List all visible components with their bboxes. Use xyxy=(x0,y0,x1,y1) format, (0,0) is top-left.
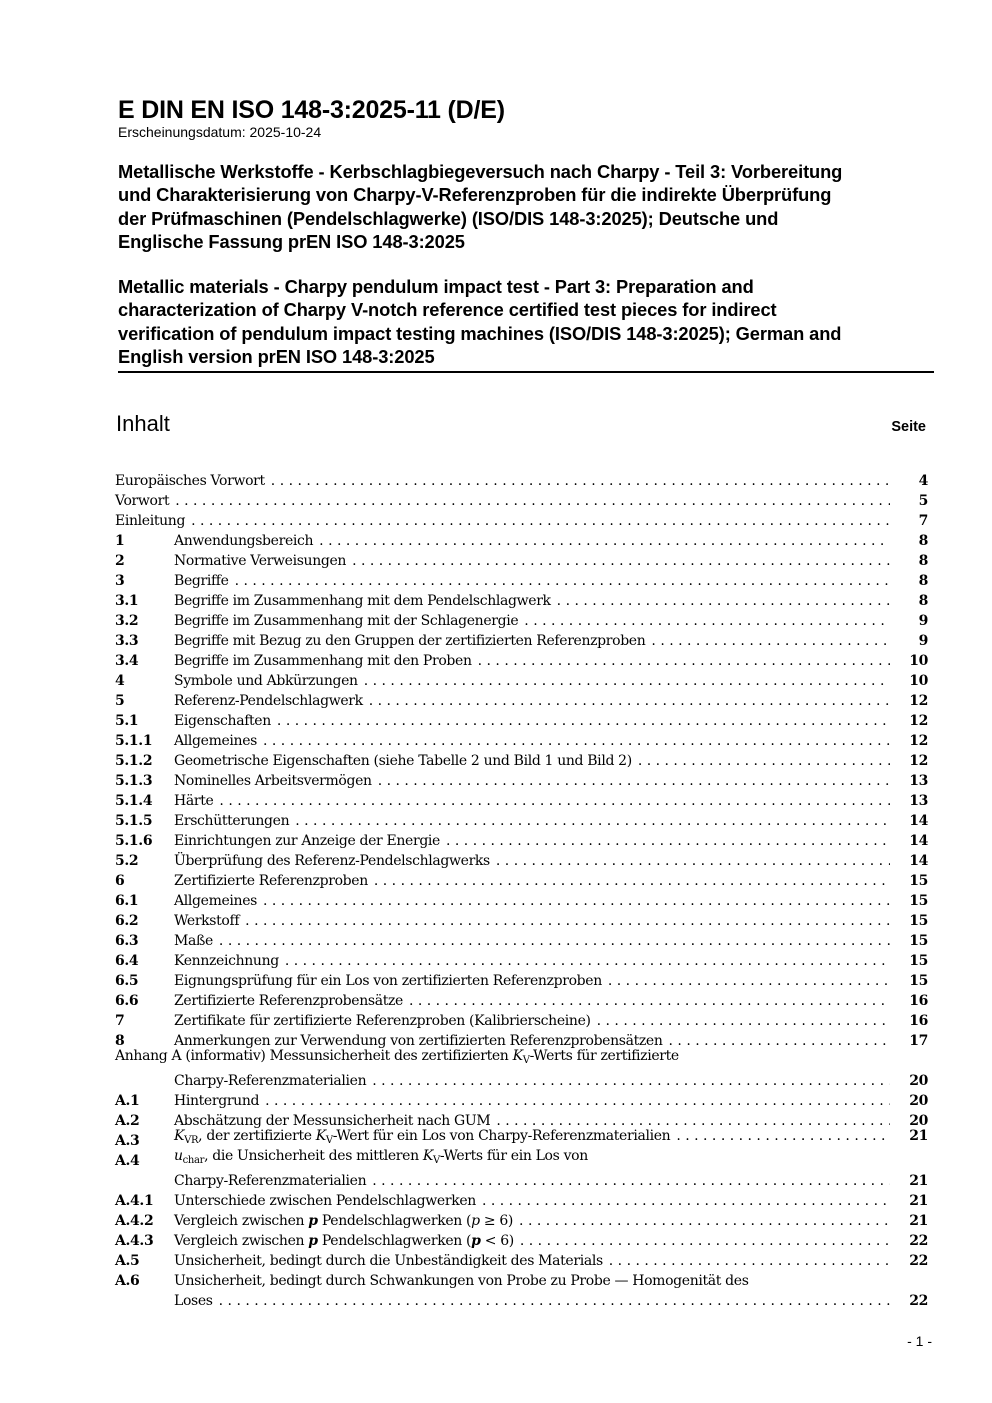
toc-entry-page: 15 xyxy=(909,873,928,889)
toc-entry-title: Hintergrund xyxy=(174,1093,260,1109)
toc-entry-page: 15 xyxy=(909,893,928,909)
toc-entry[interactable] xyxy=(115,791,928,811)
toc-entry-title: $K_{VR}$, der zertifizierte $K_V$-Wert für ein Los von Charpy-Referenzmaterialien xyxy=(174,1128,671,1146)
toc-entry-title: Einleitung xyxy=(115,513,186,529)
toc-entry-number: 5.1.5 xyxy=(115,813,153,829)
toc-dot-leader xyxy=(265,1091,890,1111)
toc-dot-leader xyxy=(372,1171,890,1191)
toc-entry-number: A.4.2 xyxy=(115,1213,154,1229)
toc-entry-title: Begriffe xyxy=(174,573,229,589)
toc-entry[interactable] xyxy=(115,951,928,971)
title-english-line: verification of pendulum impact testing machines (ISO/DIS 148-3:2025); German and xyxy=(118,322,842,344)
toc-dot-leader xyxy=(478,651,890,671)
publication-date: Erscheinungsdatum: 2025-10-24 xyxy=(118,124,322,140)
toc-entry-page: 12 xyxy=(909,733,928,749)
toc-dot-leader xyxy=(219,931,890,951)
toc-entry-a4[interactable] xyxy=(115,1148,928,1191)
toc-entry-page: 8 xyxy=(918,533,928,549)
toc-entry[interactable] xyxy=(115,531,928,551)
toc-dot-leader xyxy=(524,611,890,631)
toc-entry-page: 10 xyxy=(909,653,928,669)
toc-entry-title: Symbole und Abkürzungen xyxy=(174,673,358,689)
document-number: E DIN EN ISO 148-3:2025-11 (D/E) xyxy=(118,96,505,124)
toc-entry-title: Charpy-Referenzmaterialien xyxy=(174,1173,367,1189)
toc-dot-leader xyxy=(597,1011,890,1031)
toc-entry-title: Begriffe im Zusammenhang mit den Proben xyxy=(174,653,472,669)
toc-entry[interactable] xyxy=(115,871,928,891)
toc-entry[interactable] xyxy=(115,471,928,491)
toc-dot-leader xyxy=(446,831,890,851)
toc-entry[interactable] xyxy=(115,691,928,711)
toc-entry-number: A.4 xyxy=(115,1153,140,1169)
toc-entry-title: Vergleich zwischen p Pendelschlagwerken (p ≥ 6) xyxy=(174,1213,514,1229)
title-english xyxy=(118,275,933,368)
toc-entry[interactable] xyxy=(115,671,928,691)
toc-entry[interactable] xyxy=(115,811,928,831)
toc-entry-number: A.3 xyxy=(115,1133,140,1149)
toc-entry[interactable] xyxy=(115,611,928,631)
toc-entry[interactable] xyxy=(115,551,928,571)
toc-entry-title: Eignungsprüfung für ein Los von zertifizierten Referenzproben xyxy=(174,973,602,989)
toc-entry-page: 21 xyxy=(909,1193,928,1209)
toc-entry-page: 8 xyxy=(918,593,928,609)
toc-entry-number: 6.5 xyxy=(115,973,139,989)
toc-entry-page: 22 xyxy=(909,1253,928,1269)
toc-entry-page: 21 xyxy=(909,1128,928,1144)
toc-dot-leader xyxy=(319,531,890,551)
toc-entry-title: Europäisches Vorwort xyxy=(115,473,265,489)
toc-dot-leader xyxy=(609,1251,890,1271)
toc-entry-a1[interactable] xyxy=(115,1091,928,1111)
toc-entry-page: 7 xyxy=(918,513,928,529)
toc-entry-number: 5.1.4 xyxy=(115,793,153,809)
toc-entry-number: A.1 xyxy=(115,1093,140,1109)
toc-entry-number: 3.3 xyxy=(115,633,139,649)
toc-entry-page: 15 xyxy=(909,953,928,969)
toc-entry-number: 8 xyxy=(115,1033,125,1049)
toc-entry-number: 3.2 xyxy=(115,613,139,629)
toc-entry-number: A.4.1 xyxy=(115,1193,154,1209)
toc-entry-title: Unsicherheit, bedingt durch die Unbeständigkeit des Materials xyxy=(174,1253,603,1269)
toc-entry-page: 9 xyxy=(918,633,928,649)
toc-entry-title-line: $u_{char}$, die Unsicherheit des mittleren $K_V$-Werts für ein Los von xyxy=(174,1148,588,1166)
toc-entry-number: A.4.3 xyxy=(115,1233,154,1249)
toc-dot-leader xyxy=(496,851,890,871)
toc-dot-leader xyxy=(557,591,890,611)
toc-entry[interactable] xyxy=(115,971,928,991)
document-header xyxy=(118,96,933,368)
toc-entry-title: Begriffe im Zusammenhang mit dem Pendelschlagwerk xyxy=(174,593,551,609)
toc-dot-leader xyxy=(175,491,890,511)
toc-entry-page: 22 xyxy=(909,1233,928,1249)
toc-dot-leader xyxy=(374,871,890,891)
toc-entry[interactable] xyxy=(115,931,928,951)
toc-entry-title: Charpy-Referenzmaterialien xyxy=(174,1073,367,1089)
toc-entry-page: 10 xyxy=(909,673,928,689)
toc-dot-leader xyxy=(638,751,890,771)
toc-entry-page: 15 xyxy=(909,913,928,929)
toc-dot-leader xyxy=(352,551,890,571)
page-number: - 1 - xyxy=(907,1333,932,1349)
toc-entry[interactable] xyxy=(115,891,928,911)
toc-entry[interactable] xyxy=(115,631,928,651)
toc-dot-leader xyxy=(245,911,890,931)
toc-dot-leader xyxy=(295,811,890,831)
toc-dot-leader xyxy=(520,1231,890,1251)
title-english-line: characterization of Charpy V-notch reference certified test pieces for indirect xyxy=(118,299,777,321)
toc-entry-title-line: Anhang A (informativ) Messunsicherheit des zertifizierten $K_V$-Werts für zertifizierte xyxy=(115,1048,679,1066)
toc-entry-number: 5 xyxy=(115,693,125,709)
toc-entry[interactable] xyxy=(115,831,928,851)
toc-entry-page: 5 xyxy=(918,493,928,509)
title-german-line: der Prüfmaschinen (Pendelschlagwerke) (ISO/DIS 148-3:2025); Deutsche und xyxy=(118,207,779,229)
toc-entry-title: Begriffe mit Bezug zu den Gruppen der zertifizierten Referenzproben xyxy=(174,633,646,649)
toc-entry-page: 20 xyxy=(909,1073,928,1089)
toc-entry-title: Zertifikate für zertifizierte Referenzproben (Kalibrierscheine) xyxy=(174,1013,591,1029)
table-of-contents xyxy=(115,471,928,1311)
toc-dot-leader xyxy=(219,791,890,811)
toc-entry-number: 3 xyxy=(115,573,125,589)
toc-entry-title: Anwendungsbereich xyxy=(174,533,314,549)
title-english-line: Metallic materials - Charpy pendulum impact test - Part 3: Preparation and xyxy=(118,276,754,298)
toc-entry-title: Vergleich zwischen p Pendelschlagwerken (p < 6) xyxy=(174,1233,514,1249)
toc-entry-title: Allgemeines xyxy=(174,893,257,909)
toc-dot-leader xyxy=(482,1191,890,1211)
toc-entry-title: Vorwort xyxy=(115,493,170,509)
toc-entry-a41[interactable] xyxy=(115,1191,928,1211)
toc-entry-title: Einrichtungen zur Anzeige der Energie xyxy=(174,833,440,849)
toc-entry-title: Begriffe im Zusammenhang mit der Schlagenergie xyxy=(174,613,519,629)
toc-entry-a42[interactable] xyxy=(115,1211,928,1231)
toc-heading: Inhalt xyxy=(116,411,170,436)
toc-entry-number: 5.1.3 xyxy=(115,773,153,789)
toc-entry-number: A.5 xyxy=(115,1253,140,1269)
title-german-line: Metallische Werkstoffe - Kerbschlagbiegeversuch nach Charpy - Teil 3: Vorbereitung xyxy=(118,161,843,182)
toc-entry-title: Normative Verweisungen xyxy=(174,553,347,569)
toc-entry-number: A.2 xyxy=(115,1113,140,1129)
toc-entry-number: 4 xyxy=(115,673,125,689)
title-german-line: und Charakterisierung von Charpy-V-Referenzproben für die indirekte Überprüfung xyxy=(118,184,832,206)
toc-entry-page: 12 xyxy=(909,693,928,709)
toc-entry[interactable] xyxy=(115,1011,928,1031)
toc-entry-a5[interactable] xyxy=(115,1251,928,1271)
toc-entry[interactable] xyxy=(115,491,928,511)
toc-entry-number: 1 xyxy=(115,533,125,549)
toc-entry-number: 3.1 xyxy=(115,593,139,609)
toc-entry-number: 5.1 xyxy=(115,713,139,729)
toc-entry-page: 15 xyxy=(909,933,928,949)
toc-entry-number: 6.1 xyxy=(115,893,139,909)
header-divider xyxy=(118,371,934,373)
toc-entry-page: 21 xyxy=(909,1173,928,1189)
toc-entry-page: 14 xyxy=(909,813,928,829)
toc-entry[interactable] xyxy=(115,911,928,931)
title-german-line: Englische Fassung prEN ISO 148-3:2025 xyxy=(118,230,465,252)
toc-dot-leader xyxy=(651,631,890,651)
toc-entry-title: Zertifizierte Referenzprobensätze xyxy=(174,993,403,1009)
toc-entry-number: 6 xyxy=(115,873,125,889)
toc-entry[interactable] xyxy=(115,511,928,531)
toc-entry-title: Allgemeines xyxy=(174,733,257,749)
toc-dot-leader xyxy=(378,771,890,791)
toc-entry-number: A.6 xyxy=(115,1273,140,1289)
toc-entry-page: 12 xyxy=(909,713,928,729)
toc-entry-title: Nominelles Arbeitsvermögen xyxy=(174,773,372,789)
toc-entry-page: 4 xyxy=(918,473,928,489)
toc-entry[interactable] xyxy=(115,711,928,731)
title-english-line: English version prEN ISO 148-3:2025 xyxy=(118,346,435,368)
toc-entry-title: Werkstoff xyxy=(174,913,240,929)
toc-entry-number: 5.1.1 xyxy=(115,733,153,749)
toc-entry-page: 15 xyxy=(909,973,928,989)
toc-entry-a6[interactable] xyxy=(115,1271,928,1311)
toc-entry-number: 6.3 xyxy=(115,933,139,949)
toc-entry-page: 8 xyxy=(918,553,928,569)
toc-entry-page: 14 xyxy=(909,853,928,869)
toc-entry-number: 5.2 xyxy=(115,853,139,869)
toc-entry-page: 13 xyxy=(909,773,928,789)
toc-dot-leader xyxy=(409,991,890,1011)
toc-entry[interactable] xyxy=(115,851,928,871)
toc-entry[interactable] xyxy=(115,571,928,591)
toc-page-column-heading: Seite xyxy=(891,419,926,435)
toc-entry-title: Härte xyxy=(174,793,214,809)
toc-dot-leader xyxy=(519,1211,890,1231)
toc-entry-title: Anmerkungen zur Verwendung von zertifizierten Referenzprobensätzen xyxy=(174,1033,663,1049)
toc-entry-page: 20 xyxy=(909,1113,928,1129)
toc-dot-leader xyxy=(263,731,890,751)
toc-entry[interactable] xyxy=(115,731,928,751)
toc-entry-number: 7 xyxy=(115,1013,125,1029)
toc-entry-page: 17 xyxy=(909,1033,928,1049)
toc-entry-a43[interactable] xyxy=(115,1231,928,1251)
toc-dot-leader xyxy=(191,511,890,531)
toc-entry[interactable] xyxy=(115,591,928,611)
toc-entry-title: Überprüfung des Referenz-Pendelschlagwerks xyxy=(174,853,490,869)
toc-entry-anhang-a[interactable] xyxy=(115,1048,928,1091)
toc-entry-title: Geometrische Eigenschaften (siehe Tabelle 2 und Bild 1 und Bild 2) xyxy=(174,753,632,769)
toc-entry[interactable] xyxy=(115,751,928,771)
toc-entry-page: 9 xyxy=(918,613,928,629)
toc-entry-number: 6.4 xyxy=(115,953,139,969)
toc-entry-number: 3.4 xyxy=(115,653,139,669)
toc-dot-leader xyxy=(219,1291,890,1311)
toc-entry-page: 16 xyxy=(909,993,928,1009)
toc-entry-title: Referenz-Pendelschlagwerk xyxy=(174,693,363,709)
toc-dot-leader xyxy=(608,971,890,991)
toc-entry-title: Kennzeichnung xyxy=(174,953,279,969)
toc-dot-leader xyxy=(277,711,890,731)
toc-entry-title-line: Unsicherheit, bedingt durch Schwankungen von Probe zu Probe — Homogenität des xyxy=(174,1273,749,1289)
toc-entry[interactable] xyxy=(115,991,928,1011)
toc-entry-title: Loses xyxy=(174,1293,213,1309)
toc-entry[interactable] xyxy=(115,651,928,671)
toc-dot-leader xyxy=(263,891,890,911)
toc-entry[interactable] xyxy=(115,771,928,791)
toc-dot-leader xyxy=(285,951,890,971)
toc-entry-title: Unterschiede zwischen Pendelschlagwerken xyxy=(174,1193,476,1209)
toc-entry-page: 12 xyxy=(909,753,928,769)
toc-entry-title: Erschütterungen xyxy=(174,813,290,829)
toc-entry-title: Abschätzung der Messunsicherheit nach GUM xyxy=(174,1113,491,1129)
toc-dot-leader xyxy=(372,1071,890,1091)
toc-dot-leader xyxy=(364,671,890,691)
toc-entry-number: 6.2 xyxy=(115,913,139,929)
toc-dot-leader xyxy=(676,1126,890,1146)
toc-dot-leader xyxy=(235,571,890,591)
toc-entry-number: 5.1.6 xyxy=(115,833,153,849)
toc-entry-page: 8 xyxy=(918,573,928,589)
toc-entry-page: 13 xyxy=(909,793,928,809)
toc-entry-page: 21 xyxy=(909,1213,928,1229)
toc-entry-number: 2 xyxy=(115,553,125,569)
toc-entry-page: 20 xyxy=(909,1093,928,1109)
toc-entry-page: 16 xyxy=(909,1013,928,1029)
toc-entry-title: Zertifizierte Referenzproben xyxy=(174,873,368,889)
toc-dot-leader xyxy=(271,471,890,491)
toc-entry-number: 5.1.2 xyxy=(115,753,153,769)
toc-entry-title: Maße xyxy=(174,933,213,949)
toc-dot-leader xyxy=(369,691,890,711)
toc-entry-page: 14 xyxy=(909,833,928,849)
toc-entry-page: 22 xyxy=(909,1293,928,1309)
toc-entry-title: Eigenschaften xyxy=(174,713,271,729)
toc-entry-number: 6.6 xyxy=(115,993,139,1009)
title-german xyxy=(118,160,933,253)
